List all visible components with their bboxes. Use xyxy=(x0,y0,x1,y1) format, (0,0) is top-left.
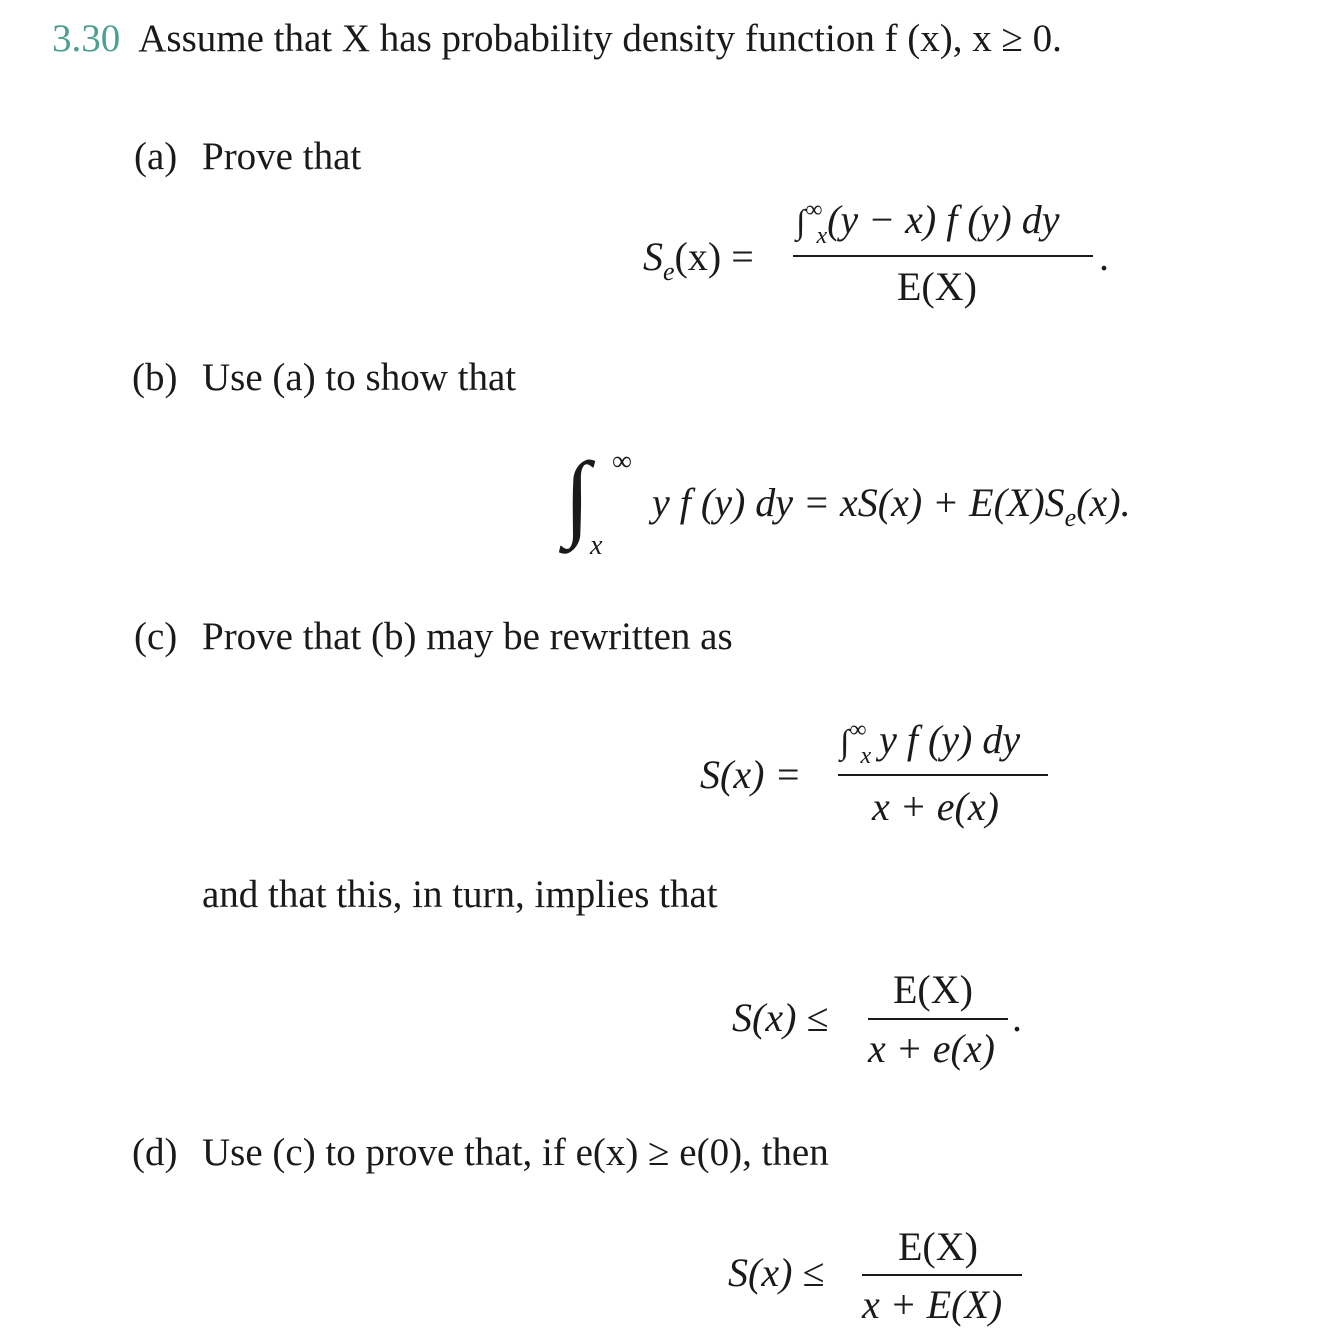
part-b-int-sub-text: x xyxy=(590,530,603,561)
part-a-lhs-s: S xyxy=(643,234,663,279)
part-c-eq1-num-expr: y f (y) dy xyxy=(879,717,1021,762)
part-b-text: Use (a) to show that xyxy=(202,356,517,399)
part-a-period: . xyxy=(1099,234,1109,279)
part-c-mid-text: and that this, in turn, implies that xyxy=(202,873,718,916)
part-a-int-sub: x xyxy=(816,223,828,249)
part-c-eq1-lhs xyxy=(700,752,802,797)
part-a-num-expr: (y − x) f (y) dy xyxy=(827,197,1060,242)
part-a-lhs xyxy=(643,234,754,286)
part-c-eq2-lhs xyxy=(732,995,829,1040)
part-a-text: Prove that xyxy=(202,135,362,178)
part-b-integral-icon: ∫ xyxy=(564,442,591,549)
part-c-int-sub: x xyxy=(860,743,872,769)
part-a-lhs-sub: e xyxy=(663,257,675,286)
part-b-expression xyxy=(652,480,1131,532)
part-a-int-sup: ∞ xyxy=(805,197,823,223)
part-a-label: (a) xyxy=(134,135,178,178)
part-c-label: (c) xyxy=(134,615,178,658)
part-c-integral-icon: ∫ xyxy=(840,724,850,761)
part-c-text: Prove that (b) may be rewritten as xyxy=(202,615,733,658)
part-b-expr-sub: e xyxy=(1064,503,1077,532)
problem-statement: Assume that X has probability density function f (x), x ≥ 0. xyxy=(138,17,1062,60)
part-c-eq2-den-text: x + e(x) xyxy=(868,1026,995,1071)
part-a-lhs-arg: (x) = xyxy=(674,234,754,279)
part-d-eq-lhs xyxy=(728,1250,825,1295)
part-c-eq2-numerator: E(X) xyxy=(893,967,973,1012)
part-d-text: Use (c) to prove that, if e(x) ≥ e(0), then xyxy=(202,1131,829,1174)
part-b-label: (b) xyxy=(132,356,178,399)
part-c-eq2-lhs-text: S(x) ≤ xyxy=(732,995,829,1040)
part-c-int-sup: ∞ xyxy=(849,717,867,743)
part-b-expr-right: (x). xyxy=(1076,480,1131,525)
part-d-eq-lhs-text: S(x) ≤ xyxy=(728,1250,825,1295)
part-d-eq-numerator: E(X) xyxy=(898,1224,978,1269)
part-d-eq-denominator xyxy=(862,1282,1003,1327)
part-c-eq1-fraction-bar xyxy=(838,774,1048,776)
part-c-eq2-fraction-bar xyxy=(868,1018,1008,1020)
part-d-eq-den-text: x + E(X) xyxy=(862,1282,1003,1327)
part-c-eq1-den-text: x + e(x) xyxy=(872,784,999,829)
part-c-eq2-denominator xyxy=(868,1026,995,1071)
problem-number: 3.30 xyxy=(52,17,121,60)
part-a-integral-icon: ∫ xyxy=(796,204,806,241)
part-d-eq-fraction-bar xyxy=(862,1274,1022,1276)
part-a-numerator xyxy=(796,197,1060,249)
part-b-int-sub xyxy=(590,530,602,562)
part-d-label: (d) xyxy=(132,1131,178,1174)
part-c-eq2-period: . xyxy=(1012,995,1022,1040)
part-c-eq1-lhs-text: S(x) = xyxy=(700,752,802,797)
part-a-denominator: E(X) xyxy=(897,264,977,309)
part-b-int-sup: ∞ xyxy=(612,446,632,477)
part-c-eq1-numerator xyxy=(840,717,1021,769)
part-a-fraction-bar xyxy=(793,255,1093,257)
part-b-expr-left: y f (y) dy = xS(x) + E(X)S xyxy=(652,480,1065,525)
problem-header xyxy=(52,16,1062,61)
part-c-eq1-denominator xyxy=(872,784,999,829)
